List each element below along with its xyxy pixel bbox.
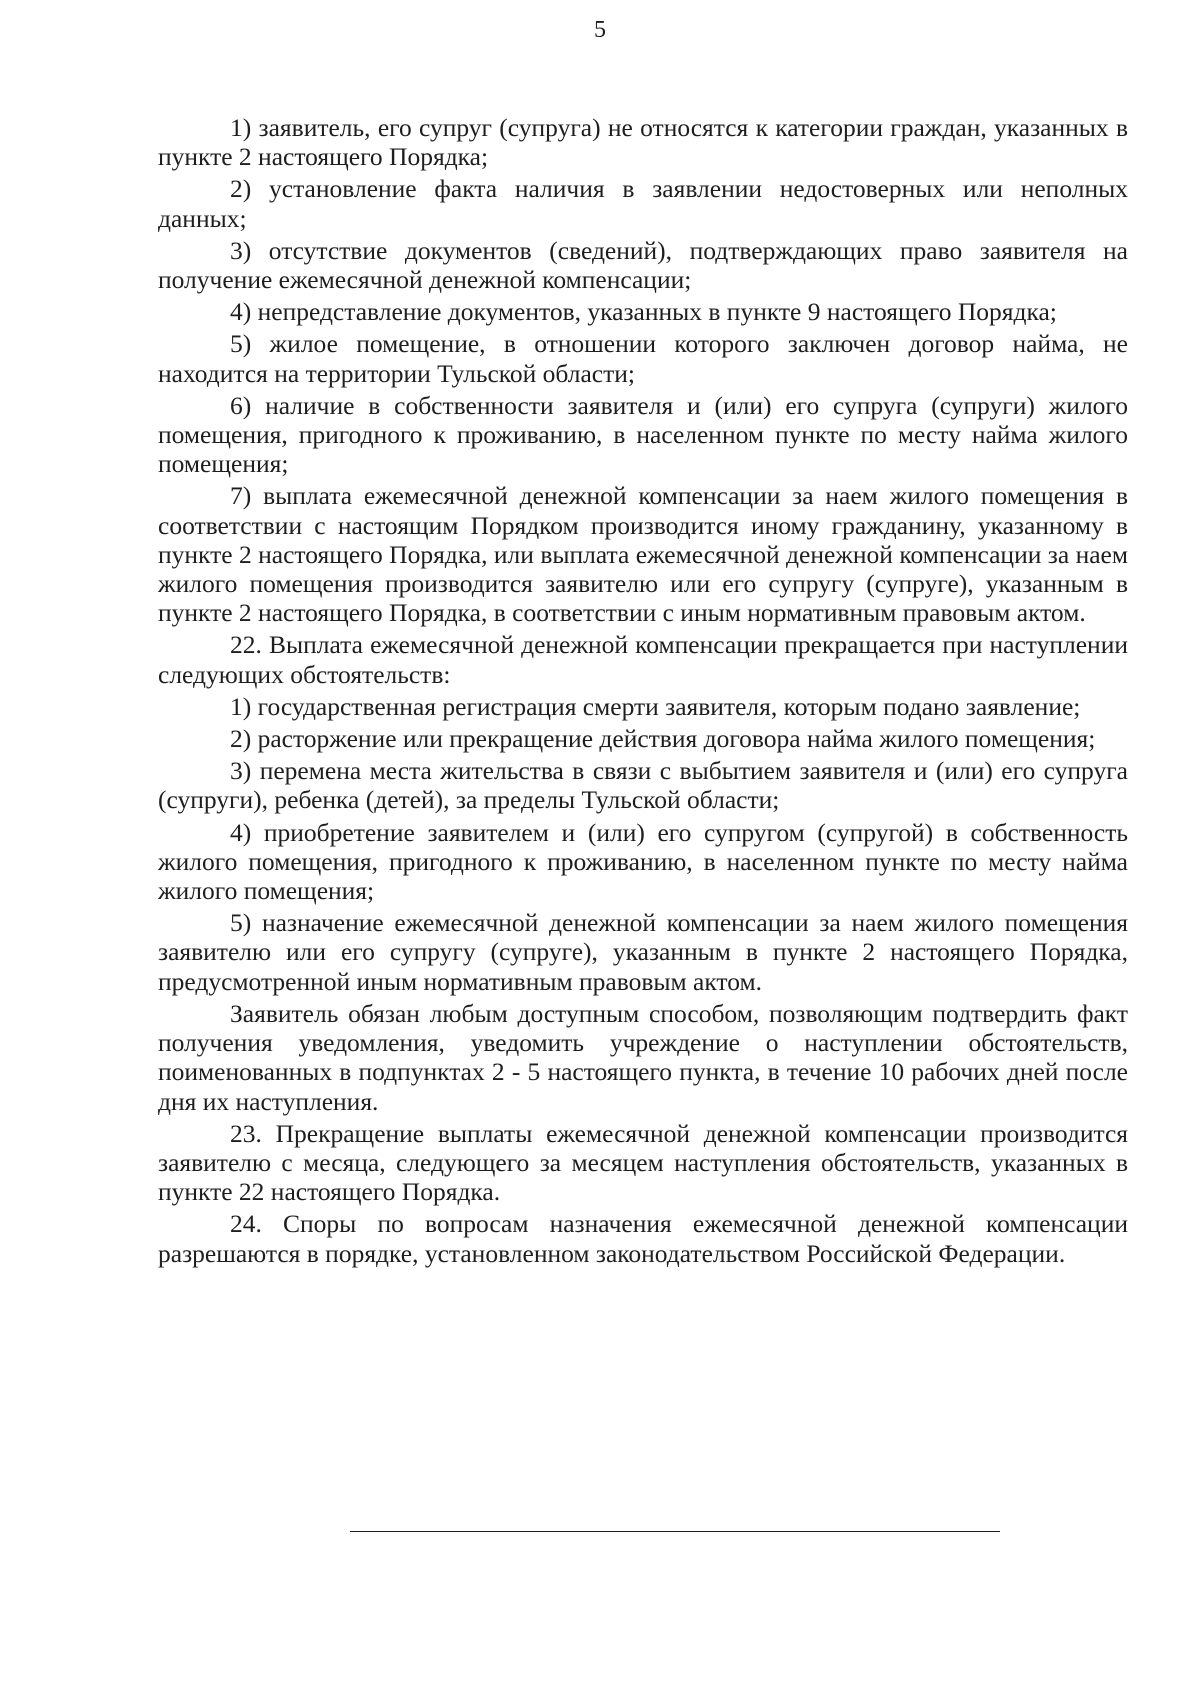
paragraph-termination-3: 3) перемена места жительства в связи с выбытием заявителя и (или) его супруга (супруги), ребенка (детей), за пределы Тульской области; (158, 756, 1128, 815)
paragraph-refusal-1: 1) заявитель, его супруг (супруга) не относятся к категории граждан, указанных в пункте 2 настоящего Порядка; (158, 113, 1128, 172)
paragraph-refusal-5: 5) жилое помещение, в отношении которого заключен договор найма, не находится на территории Тульской области; (158, 329, 1128, 388)
document-body (158, 113, 1128, 1271)
paragraph-clause-24: 24. Споры по вопросам назначения ежемесячной денежной компенсации разрешаются в порядке, установленном законодательством Российской Федерации. (158, 1209, 1128, 1268)
paragraph-refusal-4: 4) непредставление документов, указанных в пункте 9 настоящего Порядка; (230, 297, 1057, 327)
paragraph-clause-23: 23. Прекращение выплаты ежемесячной денежной компенсации производится заявителю с месяца, следующего за месяцем наступления обстоятельств, указанных в пункте 22 настоящего Порядка. (158, 1118, 1128, 1207)
page-number: 5 (594, 17, 606, 43)
paragraph-termination-2: 2) расторжение или прекращение действия договора найма жилого помещения; (230, 724, 1096, 754)
paragraph-refusal-3: 3) отсутствие документов (сведений), подтверждающих право заявителя на получение ежемесячной денежной компенсации; (158, 235, 1128, 295)
paragraph-refusal-2: 2) установление факта наличия в заявлении недостоверных или неполных данных; (158, 174, 1128, 233)
paragraph-termination-4: 4) приобретение заявителем и (или) его супругом (супругой) в собственность жилого помещения, пригодного к проживанию, в населенном пункте по месту найма жилого помещения; (158, 817, 1128, 906)
paragraph-clause-22: 22. Выплата ежемесячной денежной компенсации прекращается при наступлении следующих обстоятельств: (158, 630, 1128, 689)
paragraph-refusal-7: 7) выплата ежемесячной денежной компенсации за наем жилого помещения в соответствии с настоящим Порядком производится иному гражданину, указанному в пункте 2 настоящего Порядка, или выплата ежемесячной денежной компенсации за наем жилого помещения производится заявителю или его супругу (супруге), указанным в пункте 2 настоящего Порядка, в соответствии с иным нормативным правовым актом. (158, 481, 1128, 628)
paragraph-termination-5: 5) назначение ежемесячной денежной компенсации за наем жилого помещения заявителю или его супругу (супруге), указанным в пункте 2 настоящего Порядка, предусмотренной иным нормативным правовым актом. (158, 908, 1128, 996)
paragraph-termination-1: 1) государственная регистрация смерти заявителя, которым подано заявление; (230, 691, 1081, 721)
end-of-document-rule (350, 1531, 1000, 1532)
paragraph-notification-duty: Заявитель обязан любым доступным способом, позволяющим подтвердить факт получения уведомления, уведомить учреждение о наступлении обстоятельств, поименованных в подпунктах 2 - 5 настоящего пункта, в течение 10 рабочих дней после дня их наступления. (158, 998, 1128, 1116)
paragraph-refusal-6: 6) наличие в собственности заявителя и (или) его супруга (супруги) жилого помещения, пригодного к проживанию, в населенном пункте по месту найма жилого помещения; (158, 390, 1128, 479)
